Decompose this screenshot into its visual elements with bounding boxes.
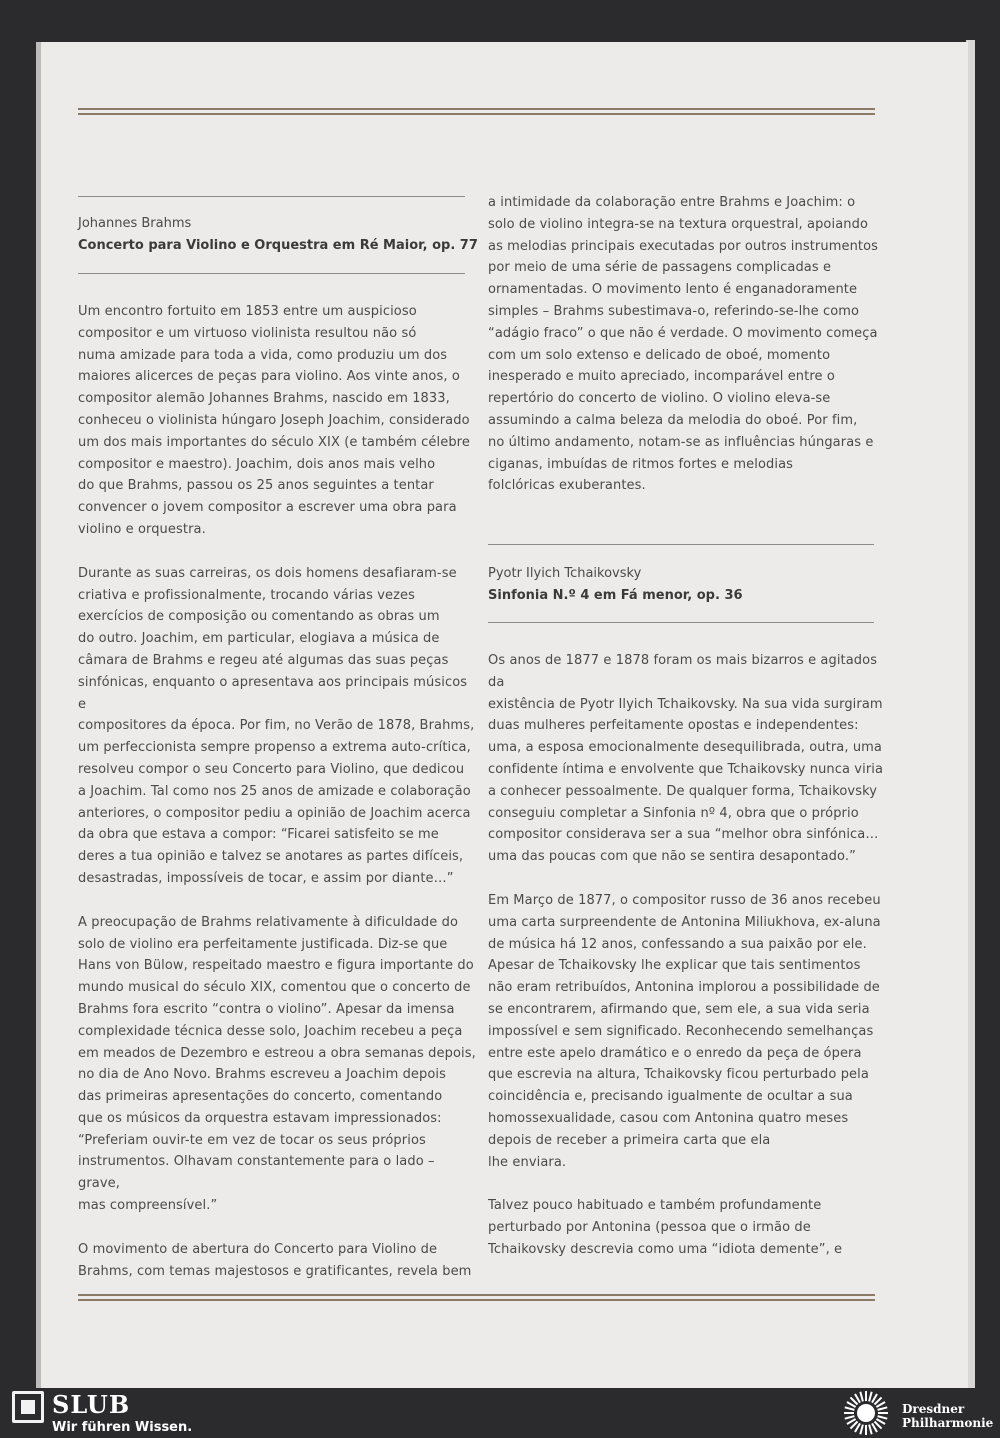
text-line: com um solo extenso e delicado de oboé, momento <box>488 347 831 363</box>
paragraph-gap <box>78 541 478 563</box>
logo-ray <box>860 1392 863 1402</box>
text-line: homossexualidade, casou com Antonina quatro meses <box>488 1110 849 1126</box>
text-line: uma das poucas com que não se sentira desapontado.” <box>488 849 856 865</box>
text-line: Durante as suas carreiras, os dois homens desafiaram-se <box>78 565 457 581</box>
logo-ray <box>874 1397 881 1404</box>
logo-ray <box>876 1419 885 1424</box>
logo-ray <box>850 1397 857 1404</box>
text-line: sinfónicas, enquanto o apresentava aos principais músicos e <box>78 674 468 712</box>
text-line: existência de Pyotr Ilyich Tchaikovsky. Na sua vida surgiram <box>488 696 883 712</box>
composer-name-brahms: Johannes Brahms <box>78 216 192 231</box>
text-line: lhe enviara. <box>488 1154 567 1170</box>
text-line: depois de receber a primeira carta que ela <box>488 1132 771 1148</box>
library-tagline: Wir führen Wissen. <box>52 1420 193 1435</box>
text-line: em meados de Dezembro e estreou a obra semanas depois, <box>78 1045 476 1061</box>
left-heading-rule-bottom <box>78 273 465 274</box>
text-line: perturbado por Antonina (pessoa que o irmão de <box>488 1220 811 1236</box>
page-spine <box>36 42 41 1388</box>
text-line: anteriores, o compositor pediu a opinião de Joachim acerca <box>78 805 471 821</box>
text-line: a conhecer pessoalmente. De qualquer forma, Tchaikovsky <box>488 783 878 799</box>
logo-ray <box>847 1402 856 1407</box>
paragraph-gap <box>488 1173 888 1195</box>
text-line: deres a tua opinião e talvez se anotares as partes difíceis, <box>78 849 464 865</box>
right-heading-rule-bottom <box>488 622 874 623</box>
text-line: uma, a esposa emocionalmente desequilibrada, outra, uma <box>488 740 882 756</box>
logo-ray <box>847 1419 856 1424</box>
text-line: inesperado e muito apreciado, incomparável entre o <box>488 369 835 385</box>
logo-ray <box>855 1423 860 1432</box>
text-line: no último andamento, notam-se as influências húngaras e <box>488 434 874 450</box>
logo-ray <box>869 1425 872 1435</box>
logo-ray <box>878 1416 888 1419</box>
logo-ray <box>845 1407 855 1410</box>
logo-ray <box>872 1394 877 1403</box>
text-line: câmara de Brahms e regeu até algumas das suas peças <box>78 652 449 668</box>
text-line: mas compreensível.” <box>78 1198 218 1214</box>
orchestra-name-line1: Dresdner <box>902 1402 965 1416</box>
text-line: das primeiras apresentações do concerto, comentando <box>78 1089 443 1105</box>
text-line: Brahms fora escrito “contra o violino”. Apesar da imensa <box>78 1001 455 1017</box>
logo-ray <box>876 1402 885 1407</box>
text-line: não eram retribuídos, Antonina implorou a possibilidade de <box>488 980 880 996</box>
text-line: Um encontro fortuito em 1853 entre um auspicioso <box>78 304 417 319</box>
paragraph <box>78 1239 478 1283</box>
text-line: conheceu o violinista húngaro Joseph Joachim, considerado <box>78 412 470 428</box>
orchestra-name <box>902 1402 993 1430</box>
text-line: no dia de Ano Novo. Brahms escreveu a Joachim depois <box>78 1067 447 1083</box>
paragraph <box>78 912 478 1217</box>
text-line: entre este apelo dramático e o enredo da peça de ópera <box>488 1045 862 1061</box>
right-column-continuation <box>488 192 888 497</box>
text-line: Hans von Bülow, respeitado maestro e figura importante do <box>78 958 474 974</box>
text-line: A preocupação de Brahms relativamente à dificuldade do <box>78 914 459 930</box>
orchestra-sunburst-logo-icon <box>842 1389 890 1437</box>
paragraph <box>488 890 888 1173</box>
text-line: a Joachim. Tal como nos 25 anos de amizade e colaboração <box>78 783 471 799</box>
text-line: que os músicos da orquestra estavam impressionados: <box>78 1110 442 1126</box>
text-line: Talvez pouco habituado e também profundamente <box>488 1198 822 1214</box>
logo-ray <box>845 1416 855 1419</box>
text-line: Tchaikovsky descrevia como uma “idiota demente”, e <box>488 1241 843 1257</box>
slub-logo-icon <box>12 1391 44 1423</box>
logo-ray <box>869 1392 872 1402</box>
text-line: solo de violino integra-se na textura orquestral, apoiando <box>488 216 869 232</box>
text-line: uma carta surpreendente de Antonina Miliukhova, ex-aluna <box>488 914 881 930</box>
text-line: criativa e profissionalmente, trocando várias vezes <box>78 587 416 603</box>
text-line: a intimidade da colaboração entre Brahms e Joachim: o <box>488 195 856 210</box>
text-line: por meio de uma série de passagens complicadas e <box>488 260 832 276</box>
text-line: compositor considerava ser a sua “melhor obra sinfónica… <box>488 827 879 843</box>
text-line: mundo musical do século XIX, comentou que o concerto de <box>78 980 471 996</box>
text-line: coincidência e, precisando igualmente de ocultar a sua <box>488 1089 853 1105</box>
text-line: Os anos de 1877 e 1878 foram os mais bizarros e agitados da <box>488 653 878 690</box>
text-line: desastradas, impossíveis de tocar, e assim por diante…” <box>78 870 454 886</box>
text-line: compositor e maestro). Joachim, dois anos mais velho <box>78 456 436 472</box>
paragraph-gap <box>78 1217 478 1239</box>
logo-ray <box>850 1421 857 1428</box>
text-line: conseguiu completar a Sinfonia nº 4, obra que o próprio <box>488 805 859 821</box>
text-line: impossível e sem significado. Reconhecendo semelhanças <box>488 1023 874 1039</box>
text-line: compositor e um virtuoso violinista resultou não só <box>78 325 417 341</box>
composer-name-tchaikovsky: Pyotr Ilyich Tchaikovsky <box>488 566 642 581</box>
left-heading-rule-top <box>78 196 465 197</box>
text-line: as melodias principais executadas por outros instrumentos <box>488 238 879 254</box>
text-line: Apesar de Tchaikovsky lhe explicar que tais sentimentos <box>488 958 861 974</box>
text-line: um perfeccionista sempre propenso a extrema auto-crítica, <box>78 740 471 756</box>
orchestra-name-line2: Philharmonie <box>902 1416 994 1430</box>
text-line: compositor alemão Johannes Brahms, nascido em 1833, <box>78 391 450 407</box>
text-line: complexidade técnica desse solo, Joachim recebeu a peça <box>78 1023 463 1039</box>
left-column-body <box>78 301 478 1282</box>
text-line: ciganas, imbuídas de ritmos fortes e melodias <box>488 456 794 472</box>
right-heading-rule-top <box>488 544 874 545</box>
text-line: da obra que estava a compor: “Ficarei satisfeito se me <box>78 827 439 843</box>
text-line: de música há 12 anos, confessando a sua paixão por ele. <box>488 936 867 952</box>
text-line: se encontrarem, afirmando que, sem ele, a sua vida seria <box>488 1001 870 1017</box>
right-column-body <box>488 650 888 1261</box>
text-line: do que Brahms, passou os 25 anos seguintes a tentar <box>78 478 434 494</box>
paragraph <box>78 563 478 890</box>
text-line: maiores alicerces de peças para violino. Aos vinte anos, o <box>78 369 460 385</box>
logo-ray <box>872 1423 877 1432</box>
logo-ray <box>878 1407 888 1410</box>
paragraph-gap <box>488 868 888 890</box>
text-line: simples – Brahms subestimava-o, referindo-se-lhe como <box>488 303 860 319</box>
text-line: duas mulheres perfeitamente opostas e independentes: <box>488 718 859 734</box>
text-line: ornamentadas. O movimento lento é enganadoramente <box>488 282 858 298</box>
text-line: compositores da época. Por fim, no Verão de 1878, Brahms, <box>78 718 475 734</box>
footer-double-rule <box>78 1294 875 1301</box>
header-double-rule <box>78 108 875 115</box>
library-name: SLUB <box>52 1390 131 1419</box>
logo-ray <box>874 1421 881 1428</box>
text-line: convencer o jovem compositor a escrever uma obra para <box>78 500 457 516</box>
text-line: resolveu compor o seu Concerto para Violino, que dedicou <box>78 761 465 777</box>
page-background-right <box>975 40 1000 1388</box>
text-line: Em Março de 1877, o compositor russo de 36 anos recebeu <box>488 892 881 908</box>
text-line: “adágio fraco” o que não é verdade. O movimento começa <box>488 325 878 341</box>
text-line: folclóricas exuberantes. <box>488 478 646 494</box>
text-line: que escrevia na altura, Tchaikovsky ficou perturbado pela <box>488 1067 869 1083</box>
text-line: violino e orquestra. <box>78 521 206 537</box>
paragraph <box>488 650 888 868</box>
logo-ray <box>860 1425 863 1435</box>
text-line: numa amizade para toda a vida, como produziu um dos <box>78 347 448 363</box>
paragraph-gap <box>78 890 478 912</box>
text-line: Brahms, com temas majestosos e gratificantes, revela bem <box>78 1263 472 1279</box>
text-line: do outro. Joachim, em particular, elogiava a música de <box>78 631 440 647</box>
text-line: solo de violino era perfeitamente justificada. Diz-se que <box>78 936 448 952</box>
text-line: instrumentos. Olhavam constantemente para o lado – grave, <box>78 1154 435 1192</box>
work-title-tchaikovsky: Sinfonia N.º 4 em Fá menor, op. 36 <box>488 588 743 603</box>
work-title-brahms: Concerto para Violino e Orquestra em Ré Maior, op. 77 <box>78 238 478 253</box>
paragraph <box>488 1195 888 1260</box>
paragraph <box>78 301 478 541</box>
text-line: um dos mais importantes do século XIX (e também célebre <box>78 434 470 450</box>
text-line: exercícios de composição ou comentando as obras um <box>78 609 440 625</box>
text-line: repertório do concerto de violino. O violino eleva-se <box>488 391 831 407</box>
text-line: assumindo a calma beleza da melodia do oboé. Por fim, <box>488 412 858 428</box>
logo-ray <box>855 1394 860 1403</box>
text-line: confidente íntima e envolvente que Tchaikovsky nunca viria <box>488 761 884 777</box>
text-line: O movimento de abertura do Concerto para Violino de <box>78 1241 438 1257</box>
text-line: “Preferiam ouvir-te em vez de tocar os seus próprios <box>78 1132 426 1148</box>
